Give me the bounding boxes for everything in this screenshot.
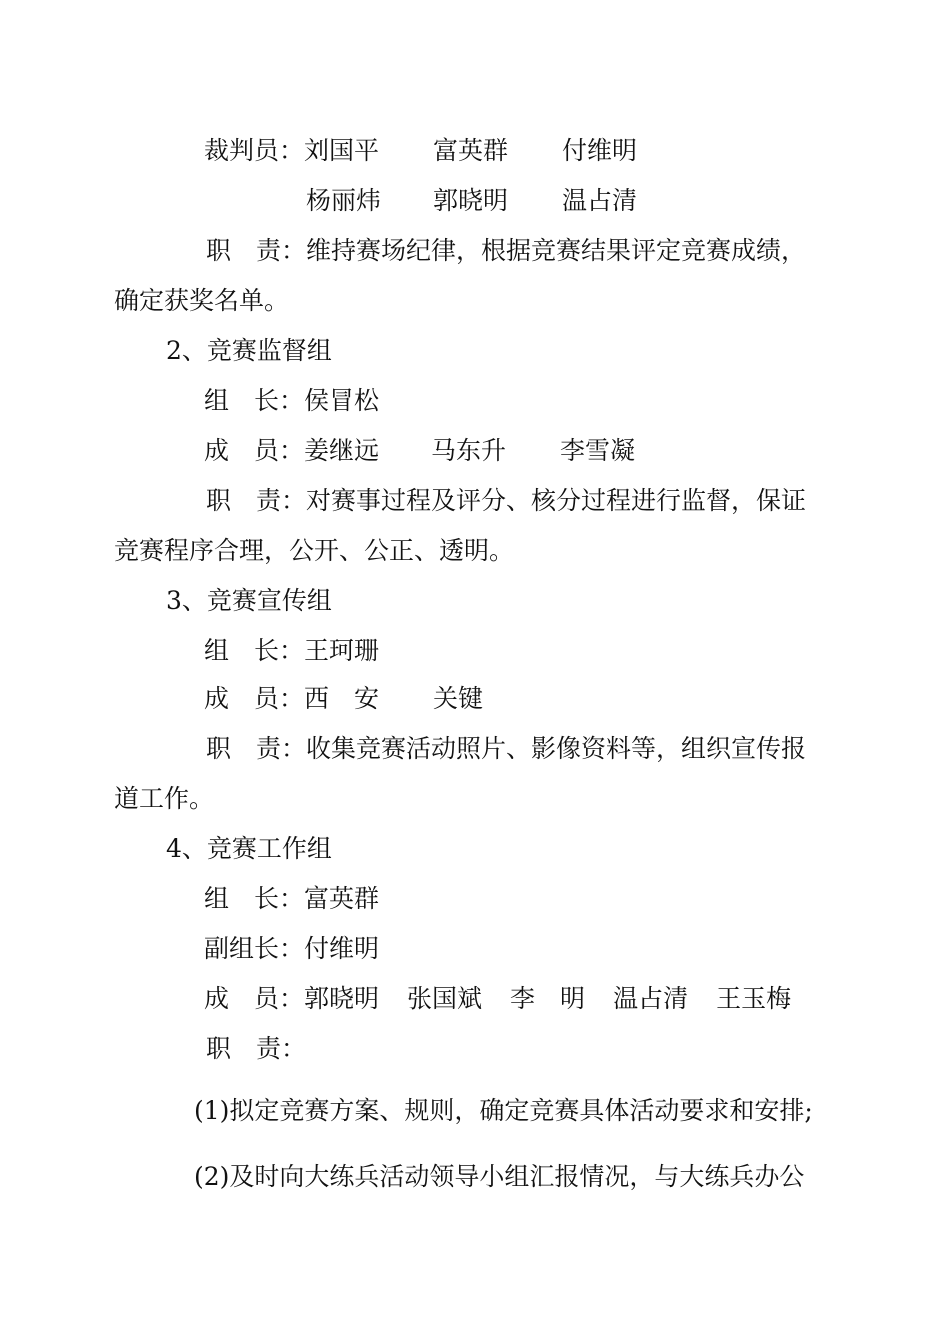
section-4-deputy (204, 932, 379, 966)
section-4-members (204, 982, 791, 1016)
members-label: 成 员： (204, 684, 305, 713)
name-item: 王珂珊 (304, 636, 380, 665)
name-item: 西 安 (304, 684, 380, 713)
name-item: 关键 (433, 684, 484, 713)
name-item: 富英群 (304, 884, 380, 913)
name-item: 杨丽炜 (306, 186, 382, 215)
section-3-members (204, 682, 483, 716)
section-2-leader (204, 384, 379, 418)
duty-text: 竞赛程序合理，公开、公正、透明。 (114, 536, 515, 565)
duty-text: 维持赛场纪律，根据竞赛结果评定竞赛成绩， (306, 236, 807, 265)
leader-label: 组 长： (204, 636, 305, 665)
duty-text: 确定获奖名单。 (114, 286, 290, 315)
name-item: 富英群 (433, 136, 509, 165)
name-item: 刘国平 (304, 136, 380, 165)
members-label: 成 员： (204, 436, 305, 465)
deputy-label: 副组长： (204, 934, 305, 963)
duty-text: 对赛事过程及评分、核分过程进行监督，保证 (306, 486, 807, 515)
section-3-duty-line-1 (206, 732, 806, 766)
section-2-duty-line-1 (206, 484, 806, 518)
name-item: 郭晓明 (304, 984, 380, 1013)
referee-line-2 (306, 184, 637, 218)
name-item: 王玉梅 (716, 984, 792, 1013)
section-3-title: 3、竞赛宣传组 (166, 586, 332, 615)
name-item: 张国斌 (407, 984, 483, 1013)
name-item: 姜继远 (304, 436, 380, 465)
duty-text: 道工作。 (114, 784, 215, 813)
section-4-leader (204, 882, 379, 916)
referee-duty-line-2 (114, 284, 289, 318)
section-3-duty-line-2 (114, 782, 214, 816)
members-label: 成 员： (204, 984, 305, 1013)
name-item: 温占清 (562, 186, 638, 215)
duty-label: 职 责： (206, 236, 307, 265)
name-item: 郭晓明 (433, 186, 509, 215)
name-item: 李 明 (510, 984, 586, 1013)
section-3-leader (204, 634, 379, 668)
referee-label: 裁判员： (204, 136, 305, 165)
section-4-duty-label: 职 责： (206, 1034, 307, 1063)
referee-line-1 (204, 134, 637, 168)
leader-label: 组 长： (204, 884, 305, 913)
section-4-duty-item-2: (2)及时向大练兵活动领导小组汇报情况，与大练兵办公 (194, 1162, 805, 1191)
name-item: 侯冒松 (304, 386, 380, 415)
leader-label: 组 长： (204, 386, 305, 415)
name-item: 李雪凝 (560, 436, 636, 465)
referee-duty-line-1 (206, 234, 806, 268)
duty-text: 收集竞赛活动照片、影像资料等，组织宣传报 (306, 734, 807, 763)
section-2-members (204, 434, 635, 468)
section-2-title: 2、竞赛监督组 (166, 336, 332, 365)
name-item: 温占清 (613, 984, 689, 1013)
name-item: 付维明 (304, 934, 380, 963)
section-4-title: 4、竞赛工作组 (166, 834, 332, 863)
name-item: 马东升 (431, 436, 507, 465)
section-4-duty-item-1: (1)拟定竞赛方案、规则，确定竞赛具体活动要求和安排; (194, 1096, 813, 1125)
duty-label: 职 责： (206, 486, 307, 515)
name-item: 付维明 (562, 136, 638, 165)
section-2-duty-line-2 (114, 534, 514, 568)
duty-label: 职 责： (206, 734, 307, 763)
